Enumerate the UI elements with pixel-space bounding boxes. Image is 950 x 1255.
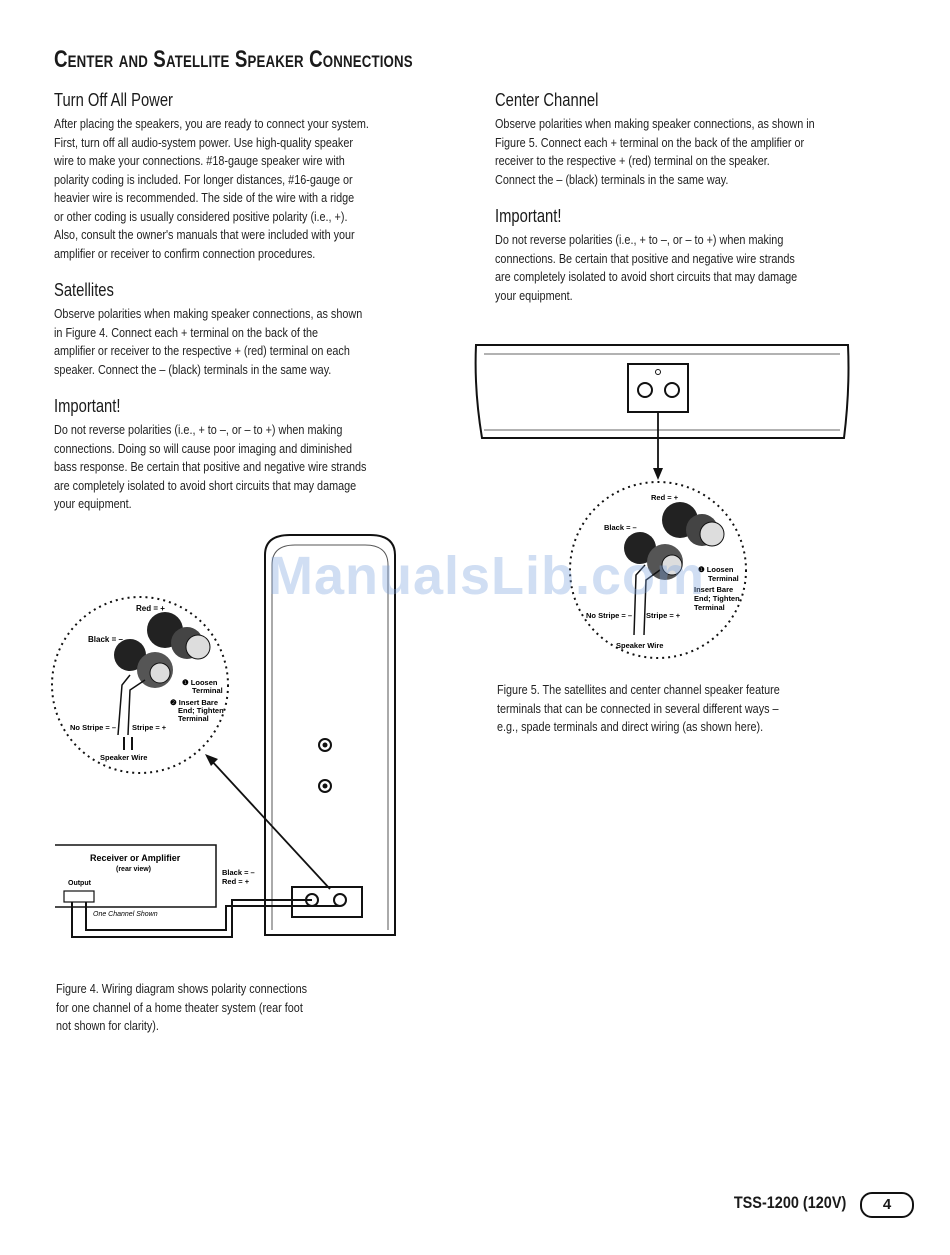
text-line: bass response. Be certain that positive and negative wire strands: [54, 460, 367, 474]
label-speaker-wire: Speaker Wire: [616, 641, 664, 650]
page-title: Center and Satellite Speaker Connections: [54, 46, 413, 73]
heading-important-left: Important!: [54, 396, 121, 416]
label-one-channel: One Channel Shown: [93, 911, 158, 918]
figure-5-caption: [497, 681, 837, 737]
paragraph-turn-off-power: [54, 115, 414, 263]
paragraph-important-right: [495, 231, 855, 305]
page-number: 4: [860, 1192, 914, 1218]
text-line: connections. Be certain that positive and negative wire strands: [495, 251, 795, 266]
label-step1b: Terminal: [708, 574, 739, 583]
figure-5-diagram: [470, 330, 855, 670]
label-black: Black = –: [88, 635, 123, 644]
text-line: Observe polarities when making speaker connections, as shown: [54, 307, 363, 321]
heading-turn-off-power: Turn Off All Power: [54, 90, 173, 110]
paragraph-center-channel: [495, 115, 855, 189]
label-stripe: Stripe = +: [132, 723, 167, 732]
text-line: polarity coding is included. For longer distances, #16-gauge or: [54, 172, 353, 187]
label-black: Black = –: [604, 523, 637, 532]
label-step1: ❶ Loosen: [182, 678, 218, 687]
label-no-stripe: No Stripe = –: [586, 611, 633, 620]
text-line: heavier wire is recommended. The side of the wire with a ridge: [54, 191, 355, 205]
label-step2b: End; Tighten: [178, 706, 224, 715]
footer-model-name: TSS-1200 (120V): [733, 1193, 846, 1212]
label-step2b: End; Tighten: [694, 594, 740, 603]
caption-line: for one channel of a home theater system (rear foot: [56, 1000, 303, 1015]
heading-important-right: Important!: [495, 206, 562, 226]
label-red: Red = +: [651, 493, 679, 502]
caption-line: terminals that can be connected in several different ways –: [497, 701, 779, 716]
label-step2c: Terminal: [694, 603, 725, 612]
text-line: your equipment.: [495, 288, 573, 303]
text-line: wire to make your connections. #18-gauge speaker wire with: [54, 154, 345, 168]
label-step2: ❷ Insert Bare: [170, 698, 218, 707]
text-line: your equipment.: [54, 497, 132, 511]
watermark: ManualsLib.com: [268, 546, 706, 606]
caption-line: e.g., spade terminals and direct wiring (as shown here).: [497, 720, 764, 734]
heading-center-channel: Center Channel: [495, 90, 599, 110]
figure-4-caption: [56, 980, 386, 1036]
text-line: receiver to the respective + (red) terminal on the speaker.: [495, 154, 770, 168]
text-line: connections. Doing so will cause poor imaging and diminished: [54, 441, 353, 456]
label-speaker-wire: Speaker Wire: [100, 753, 148, 762]
text-line: are completely isolated to avoid short circuits that may damage: [495, 270, 798, 284]
text-line: Figure 5. Connect each + terminal on the back of the amplifier or: [495, 135, 805, 150]
label-stripe: Stripe = +: [646, 611, 681, 620]
text-line: amplifier or receiver to confirm connection procedures.: [54, 246, 316, 261]
caption-line: not shown for clarity).: [56, 1019, 159, 1033]
label-output: Output: [68, 880, 91, 887]
terminal-plate: [292, 887, 362, 917]
label-step2c: Terminal: [178, 714, 209, 723]
label-receiver: Receiver or Amplifier: [90, 853, 181, 863]
text-line: or other coding is usually considered positive polarity (i.e., +).: [54, 209, 348, 224]
text-line: in Figure 4. Connect each + terminal on the back of the: [54, 325, 319, 340]
text-line: Do not reverse polarities (i.e., + to –, or – to +) when making: [54, 423, 343, 437]
caption-line: Figure 5. The satellites and center channel speaker feature: [497, 683, 780, 697]
heading-satellites: Satellites: [54, 280, 114, 300]
label-no-stripe: No Stripe = –: [70, 723, 117, 732]
label-red: Red = +: [136, 604, 165, 613]
label-rear-view: (rear view): [116, 866, 152, 873]
arrow-head: [205, 754, 218, 766]
label-step1: ❶ Loosen: [698, 565, 734, 574]
text-line: Observe polarities when making speaker connections, as shown in: [495, 117, 815, 131]
label-step1b: Terminal: [192, 686, 223, 695]
caption-line: Figure 4. Wiring diagram shows polarity connections: [56, 982, 308, 996]
text-line: Also, consult the owner's manuals that were included with your: [54, 228, 355, 242]
paragraph-important-left: [54, 421, 414, 514]
text-line: After placing the speakers, you are ready to connect your system.: [54, 117, 369, 131]
text-line: are completely isolated to avoid short circuits that may damage: [54, 478, 357, 493]
text-line: speaker. Connect the – (black) terminals in the same way.: [54, 362, 332, 377]
arrow-head: [653, 468, 663, 480]
label-red-side: Red = +: [222, 877, 250, 886]
text-line: amplifier or receiver to the respective + (red) terminal on each: [54, 344, 350, 358]
label-step2: Insert Bare: [694, 585, 734, 594]
text-line: Connect the – (black) terminals in the same way.: [495, 172, 729, 187]
text-line: Do not reverse polarities (i.e., + to –, or – to +) when making: [495, 233, 784, 247]
paragraph-satellites: [54, 305, 414, 379]
label-black-side: Black = –: [222, 868, 255, 877]
output-terminal: [64, 891, 94, 902]
text-line: First, turn off all audio-system power. Use high-quality speaker: [54, 135, 353, 150]
